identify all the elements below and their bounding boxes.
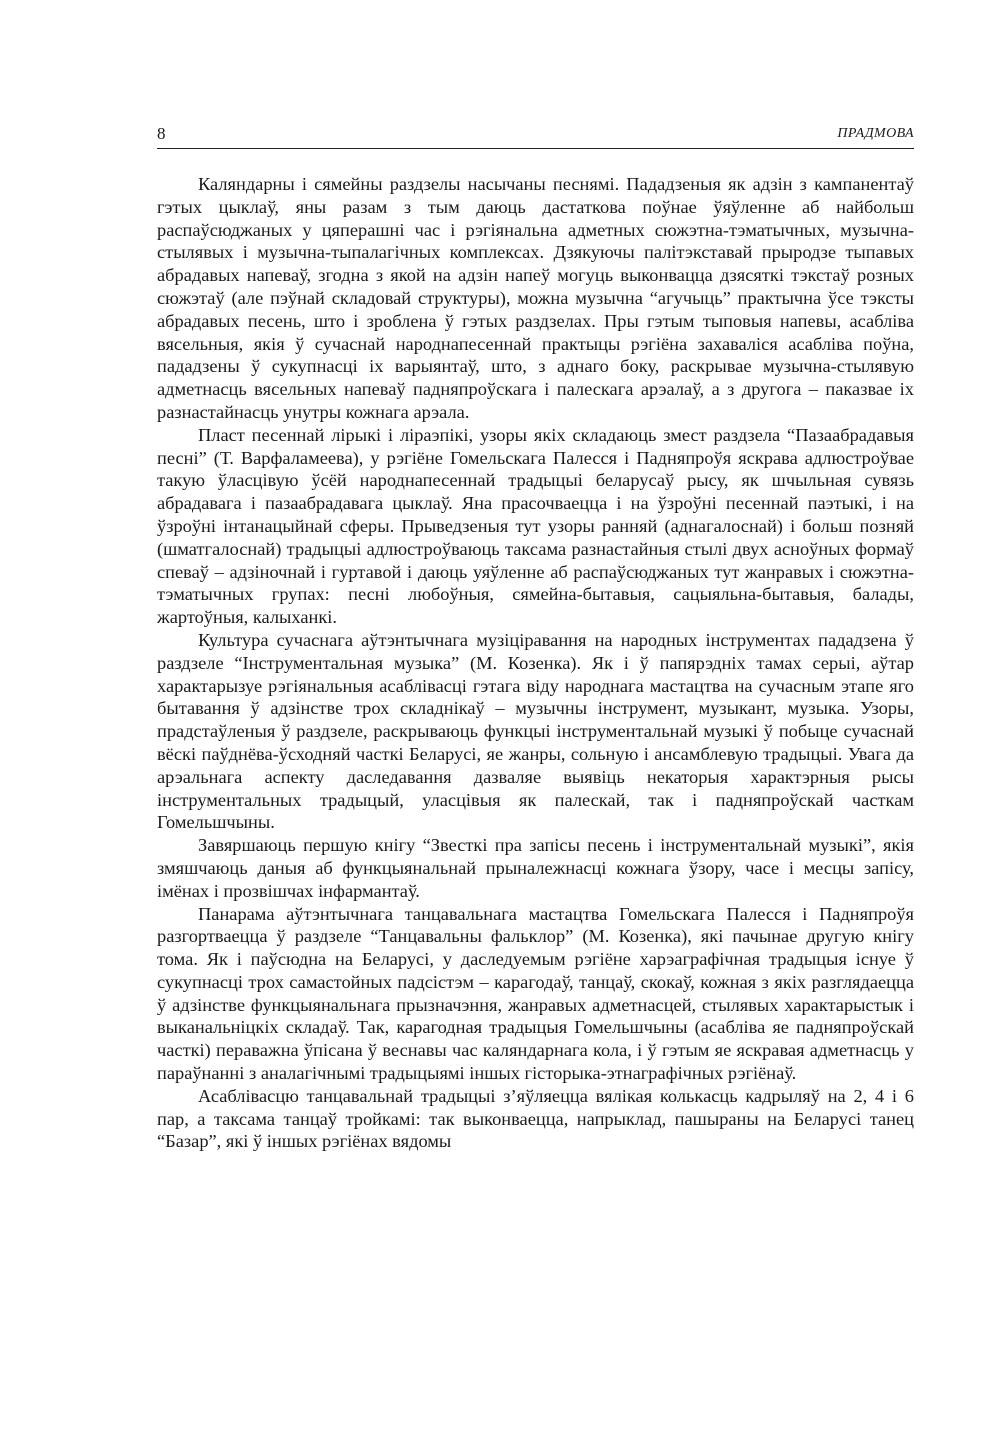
section-title: ПРАДМОВА (837, 126, 914, 141)
paragraph-dance-folklore: Панарама аўтэнтычнага танцавальнага мастацтва Гомельскага Палесся і Падняпроўя разгортваецца ў раздзеле “Танцавальны фальклор” (М. Козенка), які пачынае другую кнігу тома. Як і паўсюдна на Беларусі, у даследуемым рэгіёне харэаграфічная традыцыя існуе ў сукупнасці трох самастойных падсістэм – карагодаў, танцаў, скокаў, кожная з якіх разглядаецца ў адзінстве функцыянальнага прызначэння, жанравых адметнасцей, стылявых характарыстык і выканальніцкіх складаў. Так, карагодная традыцыя Гомельшчыны (асабліва яе падняпроўскай часткі) пераважна ўпісана ў веснавы час каляндарнага кола, і ў гэтым яе яскравая адметнасць у параўнанні з аналагічнымі традыцыямі іншых гісторыка-этнаграфічных рэгіёнаў. (157, 903, 914, 1084)
page-number: 8 (157, 124, 166, 143)
book-page (157, 122, 914, 1153)
paragraph-calendar-family: Каляндарны і сямейны раздзелы насычаны песнямі. Пададзеныя як адзін з кампанентаў гэтых цыклаў, яны разам з тым даюць дастаткова поўнае ўяўленне аб найбольш распаўсюджаных у цяперашні час і рэгіянальна адметных сюжэтна-тэматычных, музычна-стылявых і музычна-тыпалагічных комплексах. Дзякуючы палітэкставай прыродзе тыпавых абрадавых напеваў, згодна з якой на адзін напеў могуць выконвацца дзясяткі тэкстаў розных сюжэтаў (але пэўнай складовай структуры), можна музычна “агучыць” практычна ўсе тэксты абрадавых песень, што і зроблена ў гэтых раздзелах. Пры гэтым тыповыя напевы, асабліва вясельныя, якія ў сучаснай народнапесеннай практыцы рэгіёна захаваліся асабліва поўна, пададзены ў сукупнасці іх варыянтаў, што, з аднаго боку, раскрывае музычна-стылявую адметнасць вясельных напеваў падняпроўскага і палескага арэалаў, а з другога – паказвае іх разнастайнасць унутры кожнага арэала. (157, 174, 914, 422)
paragraph-instrumental-music: Культура сучаснага аўтэнтычнага музіціравання на народных інструментах пададзена ў раздзеле “Інструментальная музыка” (М. Козенка). Як і ў папярэдніх тамах серыі, аўтар характарызуе рэгіянальныя асаблівасці гэтага віду народнага мастацтва на сучасным этапе яго бытавання ў адзінстве трох складнікаў – музычны інструмент, музыкант, музыка. Узоры, прадстаўленыя ў раздзеле, раскрываюць функцыі інструментальнай музыкі ў побыце сучаснай вёскі паўднёва-ўсходняй часткі Беларусі, яе жанры, сольную і ансамблевую традыцыі. Увага да арэальнага аспекту даследавання дазваляе выявіць некаторыя характэрныя рысы інструментальных традыцый, уласцівыя як палескай, так і падняпроўскай часткам Гомельшчыны. (157, 629, 914, 833)
paragraph-recording-notes: Завяршаюць першую кнігу “Звесткі пра запісы песень і інструментальнай музыкі”, якія змяшчаюць даныя аб функцыянальнай прыналежнасці кожнага ўзору, часе і месцы запісу, імёнах і прозвішчах інфармантаў. (157, 835, 914, 901)
body-text (157, 173, 914, 1153)
paragraph-dance-tradition: Асаблівасцю танцавальнай традыцыі з’яўляецца вялікая колькасць кадрыляў на 2, 4 і 6 пар, а таксама танцаў тройкамі: так выконваецца, напрыклад, пашыраны на Беларусі танец “Базар”, які ў іншых рэгіёнах вядомы (157, 1085, 914, 1152)
running-header (157, 122, 914, 149)
paragraph-lyric-songs: Пласт песеннай лірыкі і ліраэпікі, узоры якіх складаюць змест раздзела “Пазаабрадавыя песні” (Т. Варфаламеева), у рэгіёне Гомельскага Палесся і Падняпроўя яскрава адлюстроўвае такую ўласцівую ўсёй народнапесеннай традыцыі беларусаў рысу, як шчыльная сувязь абрадавага і пазаабрадавага цыклаў. Яна прасочваецца і на ўзроўні песеннай паэтыкі, і на ўзроўні інтанацыйнай сферы. Прыведзеныя тут узоры ранняй (аднагалоснай) і больш позняй (шматгалоснай) традыцыі адлюстроўваюць таксама разнастайныя стылі двух асноўных формаў спеваў – адзіночнай і гуртавой і даюць уяўленне аб распаўсюджаных тут жанравых і сюжэтна-тэматычных групах: песні любоўныя, сямейна-бытавыя, сацыяльна-бытавыя, балады, жартоўныя, калыханкі. (157, 424, 914, 628)
